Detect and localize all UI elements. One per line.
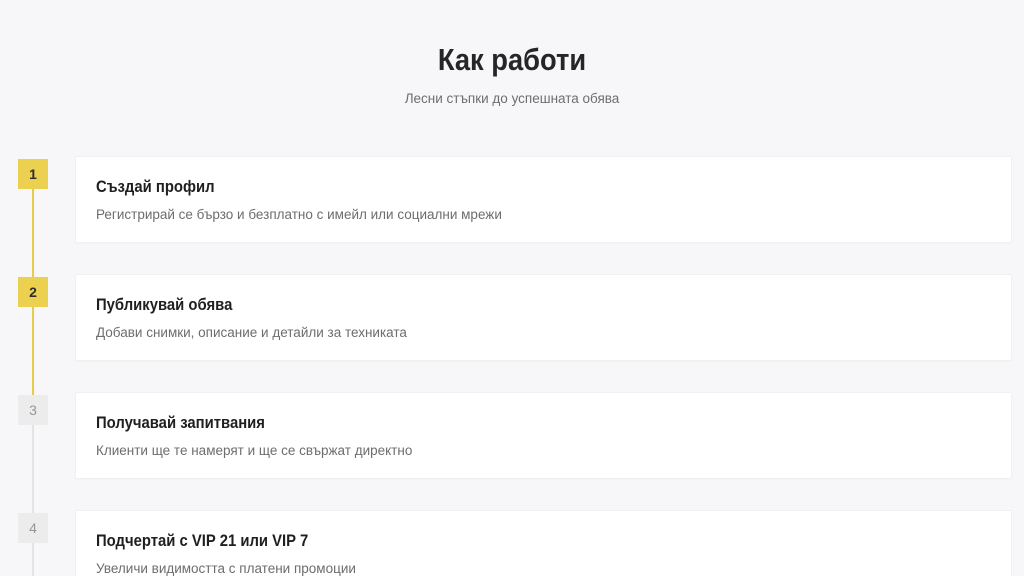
step-connector-line [32, 307, 34, 395]
step-title: Публикувай обява [96, 296, 233, 314]
steps-list [0, 156, 1024, 576]
section-header [0, 0, 1024, 106]
step-connector-line [32, 425, 34, 513]
step-connector-line [32, 543, 34, 576]
step-description: Регистрирай се бързо и безплатно с имейл или социални мрежи [96, 207, 502, 222]
step-title: Получавай запитвания [96, 414, 265, 432]
step-card [75, 392, 1012, 479]
step-title: Подчертай с VIP 21 или VIP 7 [96, 532, 309, 550]
step-description: Клиенти ще те намерят и ще се свържат директно [96, 443, 413, 458]
step-row-2 [0, 274, 1024, 361]
page-title: Как работи [437, 42, 587, 77]
step-card [75, 156, 1012, 243]
step-timeline [0, 156, 75, 243]
step-timeline [0, 510, 75, 576]
step-connector-line [32, 189, 34, 277]
step-description: Добави снимки, описание и детайли за техниката [96, 325, 407, 340]
step-row-1 [0, 156, 1024, 243]
step-card [75, 510, 1012, 576]
step-number-badge: 4 [18, 513, 48, 543]
step-title: Създай профил [96, 178, 215, 196]
step-row-4 [0, 510, 1024, 576]
step-description: Увеличи видимостта с платени промоции [96, 561, 356, 576]
step-row-3 [0, 392, 1024, 479]
page-subtitle: Лесни стъпки до успешната обява [404, 91, 620, 106]
step-number-badge: 3 [18, 395, 48, 425]
step-timeline [0, 274, 75, 361]
step-timeline [0, 392, 75, 479]
step-number-badge: 1 [18, 159, 48, 189]
step-number-badge: 2 [18, 277, 48, 307]
step-card [75, 274, 1012, 361]
